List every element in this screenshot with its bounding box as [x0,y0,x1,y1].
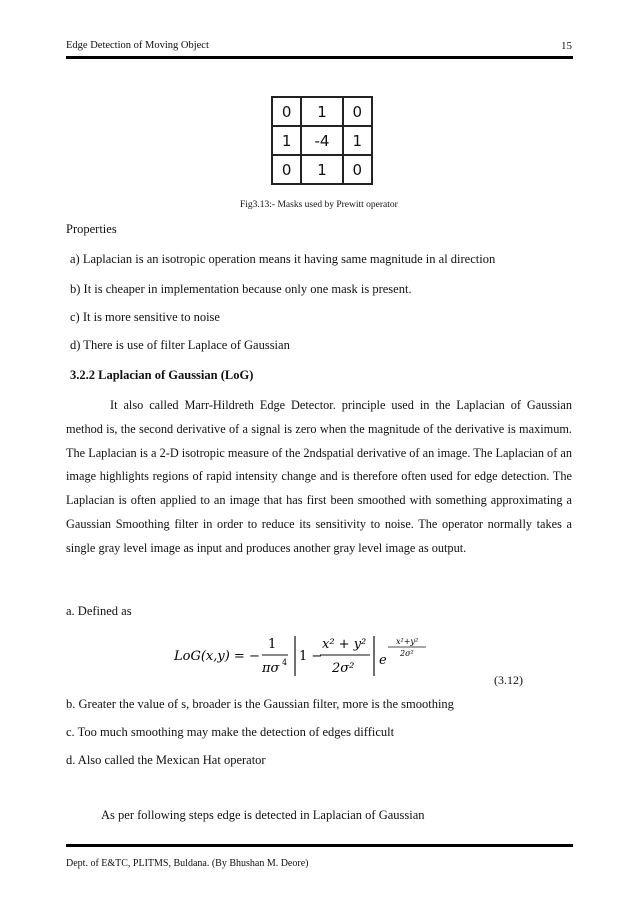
property-item: d) There is use of filter Laplace of Gaussian [70,338,290,352]
property-item: b) It is cheaper in implementation because only one mask is present. [70,282,412,296]
eq-frac2-num: x² + y² [322,637,367,652]
list-item: d. Also called the Mexican Hat operator [66,753,266,767]
equation-number: (3.12) [494,673,523,687]
mask-cell: 0 [272,97,301,126]
mask-cell: 0 [272,155,301,184]
page-number: 15 [561,40,572,52]
section-heading: 3.2.2 Laplacian of Gaussian (LoG) [70,368,254,382]
eq-frac1-den-exp: 4 [282,658,288,667]
eq-e: e [379,653,387,668]
footer-rule [66,844,573,847]
list-item: c. Too much smoothing may make the detection of edges difficult [66,725,395,739]
eq-lhs: LoG(x,y) = − [174,649,260,664]
mask-cell: 1 [343,126,372,155]
mask-cell: 0 [343,97,372,126]
eq-frac2-den: 2σ² [332,661,355,676]
mask-cell: 0 [343,155,372,184]
mask-cell: 1 [301,97,342,126]
mask-cell: 1 [301,155,342,184]
list-item: b. Greater the value of s, broader is the Gaussian filter, more is the smoothing [66,697,454,711]
eq-frac1-num: 1 [268,637,277,652]
mask-cell: -4 [301,126,342,155]
steps-intro: As per following steps edge is detected in Laplacian of Gaussian [101,808,425,822]
running-header-title: Edge Detection of Moving Object [66,40,209,51]
footer-text: Dept. of E&TC, PLITMS, Buldana. (By Bhushan M. Deore) [66,858,309,869]
header-rule [66,56,573,59]
figure-caption: Fig3.13:- Masks used by Prewitt operator [240,200,398,210]
eq-bracket-lead: 1 − [299,649,323,664]
log-equation [174,630,434,682]
eq-exp-den: 2σ² [400,649,414,658]
property-item: a) Laplacian is an isotropic operation means it having same magnitude in al direction [70,252,496,266]
properties-heading: Properties [66,222,117,236]
laplacian-mask-figure [271,96,373,185]
mask-cell: 1 [272,126,301,155]
section-paragraph: It also called Marr-Hildreth Edge Detector. principle used in the Laplacian of Gaussian method is, the second derivative of a signal is zero when the magnitude of the derivative is maximum. The Laplacian is a 2-D isotropic measure of the 2ndspatial derivative of an image. The Laplacian of an image highlights regions of rapid intensity change and is therefore often used for edge detection. The Laplacian is often applied to an image that has first been smoothed with something approximating a Gaussian Smoothing filter in order to reduce its sensitivity to noise. The operator normally takes a single gray level image as input and produces another gray level image as output. [66,398,572,555]
eq-frac1-den: πσ [262,661,280,676]
eq-exp-num: x²+y² [396,637,419,646]
defined-as-label: a. Defined as [66,604,132,618]
property-item: c) It is more sensitive to noise [70,310,220,324]
